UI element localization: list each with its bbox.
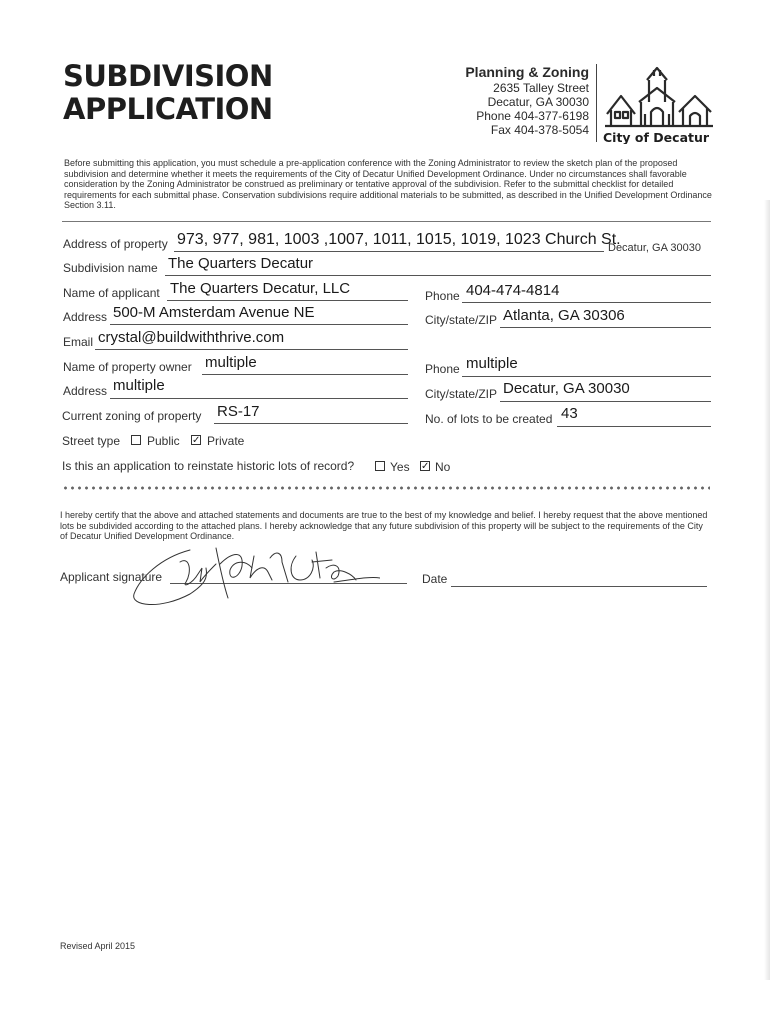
address-of-property-field[interactable]: 973, 977, 981, 1003 ,1007, 1011, 1015, 1019, 1023 Church St.	[177, 231, 621, 248]
reinstate-no-checkbox[interactable]: ✓	[421, 461, 430, 472]
applicant-city-field[interactable]: Atlanta, GA 30306	[503, 307, 625, 324]
owner-city-field[interactable]: Decatur, GA 30030	[503, 380, 630, 397]
address-of-property-city: Decatur, GA 30030	[608, 242, 701, 254]
office-address-block	[465, 64, 589, 137]
applicant-name-field[interactable]: The Quarters Decatur, LLC	[170, 280, 351, 297]
applicant-phone-field[interactable]: 404-474-4814	[466, 282, 560, 299]
reinstate-yes-label: Yes	[390, 460, 410, 474]
applicant-name-underline	[167, 300, 408, 301]
applicant-city-label: City/state/ZIP	[425, 313, 498, 327]
dotted-separator	[62, 486, 710, 490]
applicant-phone-label: Phone	[425, 289, 460, 303]
street-type-public-checkbox[interactable]	[131, 435, 141, 445]
current-zoning-underline	[214, 423, 408, 424]
lots-created-label: No. of lots to be created	[425, 412, 553, 426]
intro-divider	[62, 221, 711, 222]
office-fax: Fax 404-378-5054	[490, 123, 589, 137]
applicant-email-underline	[95, 349, 408, 350]
applicant-address-field[interactable]: 500-M Amsterdam Avenue NE	[113, 304, 315, 321]
address-of-property-label: Address of property	[63, 237, 168, 251]
revision-footer: Revised April 2015	[60, 941, 136, 951]
applicant-city-underline	[500, 327, 711, 328]
street-type-private-label: Private	[207, 434, 245, 448]
owner-phone-field[interactable]: multiple	[466, 355, 518, 372]
owner-name-underline	[202, 374, 408, 375]
street-type-private-checkbox[interactable]: ✓	[192, 435, 201, 446]
certification-paragraph: I hereby certify that the above and attached statements and documents are true to the best of my knowledge and belief. I hereby request that the above mentioned lots be subdivided according to the attached plans. I hereby acknowledge that any future subdivision of this property will be subject to the requirements of the City of Decatur Unified Development Ordinance.	[60, 510, 708, 542]
owner-address-label: Address	[63, 384, 108, 398]
address-of-property-underline	[174, 251, 604, 252]
reinstate-yes-checkbox[interactable]	[375, 461, 385, 471]
applicant-address-underline	[110, 324, 408, 325]
street-type-label: Street type	[62, 434, 121, 448]
lots-created-field[interactable]: 43	[561, 405, 578, 422]
intro-paragraph: Before submitting this application, you must schedule a pre-application conference with the Zoning Administrator to review the sketch plan of the proposed subdivision and determine whether it meets the requirements of the City of Decatur Unified Development Ordinance. Under no circumstances shall favorable consideration by the Zoning Administrator be construed as preliminary or tentative approval of the subdivision. Refer to the submittal checklist for detailed requirements for each submittal phase. Conservation subdivisions require additional materials to be submitted, as described in the Unified Development Ordinance Section 3.11.	[64, 158, 712, 211]
reinstate-no-label: No	[435, 460, 451, 474]
page-edge-shadow	[764, 200, 770, 980]
subdivision-name-field[interactable]: The Quarters Decatur	[168, 255, 314, 272]
current-zoning-label: Current zoning of property	[62, 409, 202, 423]
applicant-name-label: Name of applicant	[63, 286, 160, 300]
lots-created-underline	[557, 426, 711, 427]
applicant-email-label: Email	[63, 335, 94, 349]
owner-address-underline	[110, 398, 408, 399]
applicant-signature-image	[120, 538, 380, 623]
form-title-line2: APPLICATION	[63, 92, 273, 126]
owner-name-field[interactable]: multiple	[205, 354, 257, 371]
date-label: Date	[422, 572, 448, 586]
city-logo	[603, 62, 715, 149]
applicant-email-field[interactable]: crystal@buildwiththrive.com	[98, 329, 285, 346]
office-city: Decatur, GA 30030	[487, 95, 589, 109]
owner-address-field[interactable]: multiple	[113, 377, 165, 394]
logo-city-name: City of Decatur	[603, 130, 710, 144]
owner-phone-label: Phone	[425, 362, 460, 376]
handwritten-signature-icon	[120, 538, 380, 618]
department-name: Planning & Zoning	[465, 64, 589, 80]
office-street: 2635 Talley Street	[493, 81, 589, 95]
reinstate-question: Is this an application to reinstate historic lots of record?	[62, 459, 355, 473]
current-zoning-field[interactable]: RS-17	[217, 403, 260, 420]
city-buildings-icon	[603, 62, 715, 144]
owner-name-label: Name of property owner	[63, 360, 192, 374]
street-type-public-label: Public	[147, 434, 180, 448]
header-divider	[596, 64, 597, 142]
owner-city-label: City/state/ZIP	[425, 387, 498, 401]
date-underline[interactable]	[451, 586, 707, 587]
subdivision-name-label: Subdivision name	[63, 261, 158, 275]
owner-phone-underline	[462, 376, 711, 377]
office-phone: Phone 404-377-6198	[476, 109, 589, 123]
applicant-address-label: Address	[63, 310, 108, 324]
signature-label: Applicant signature	[60, 570, 163, 584]
applicant-phone-underline	[462, 302, 711, 303]
form-title-line1: SUBDIVISION	[63, 59, 273, 93]
subdivision-name-underline	[165, 275, 711, 276]
owner-city-underline	[500, 401, 711, 402]
